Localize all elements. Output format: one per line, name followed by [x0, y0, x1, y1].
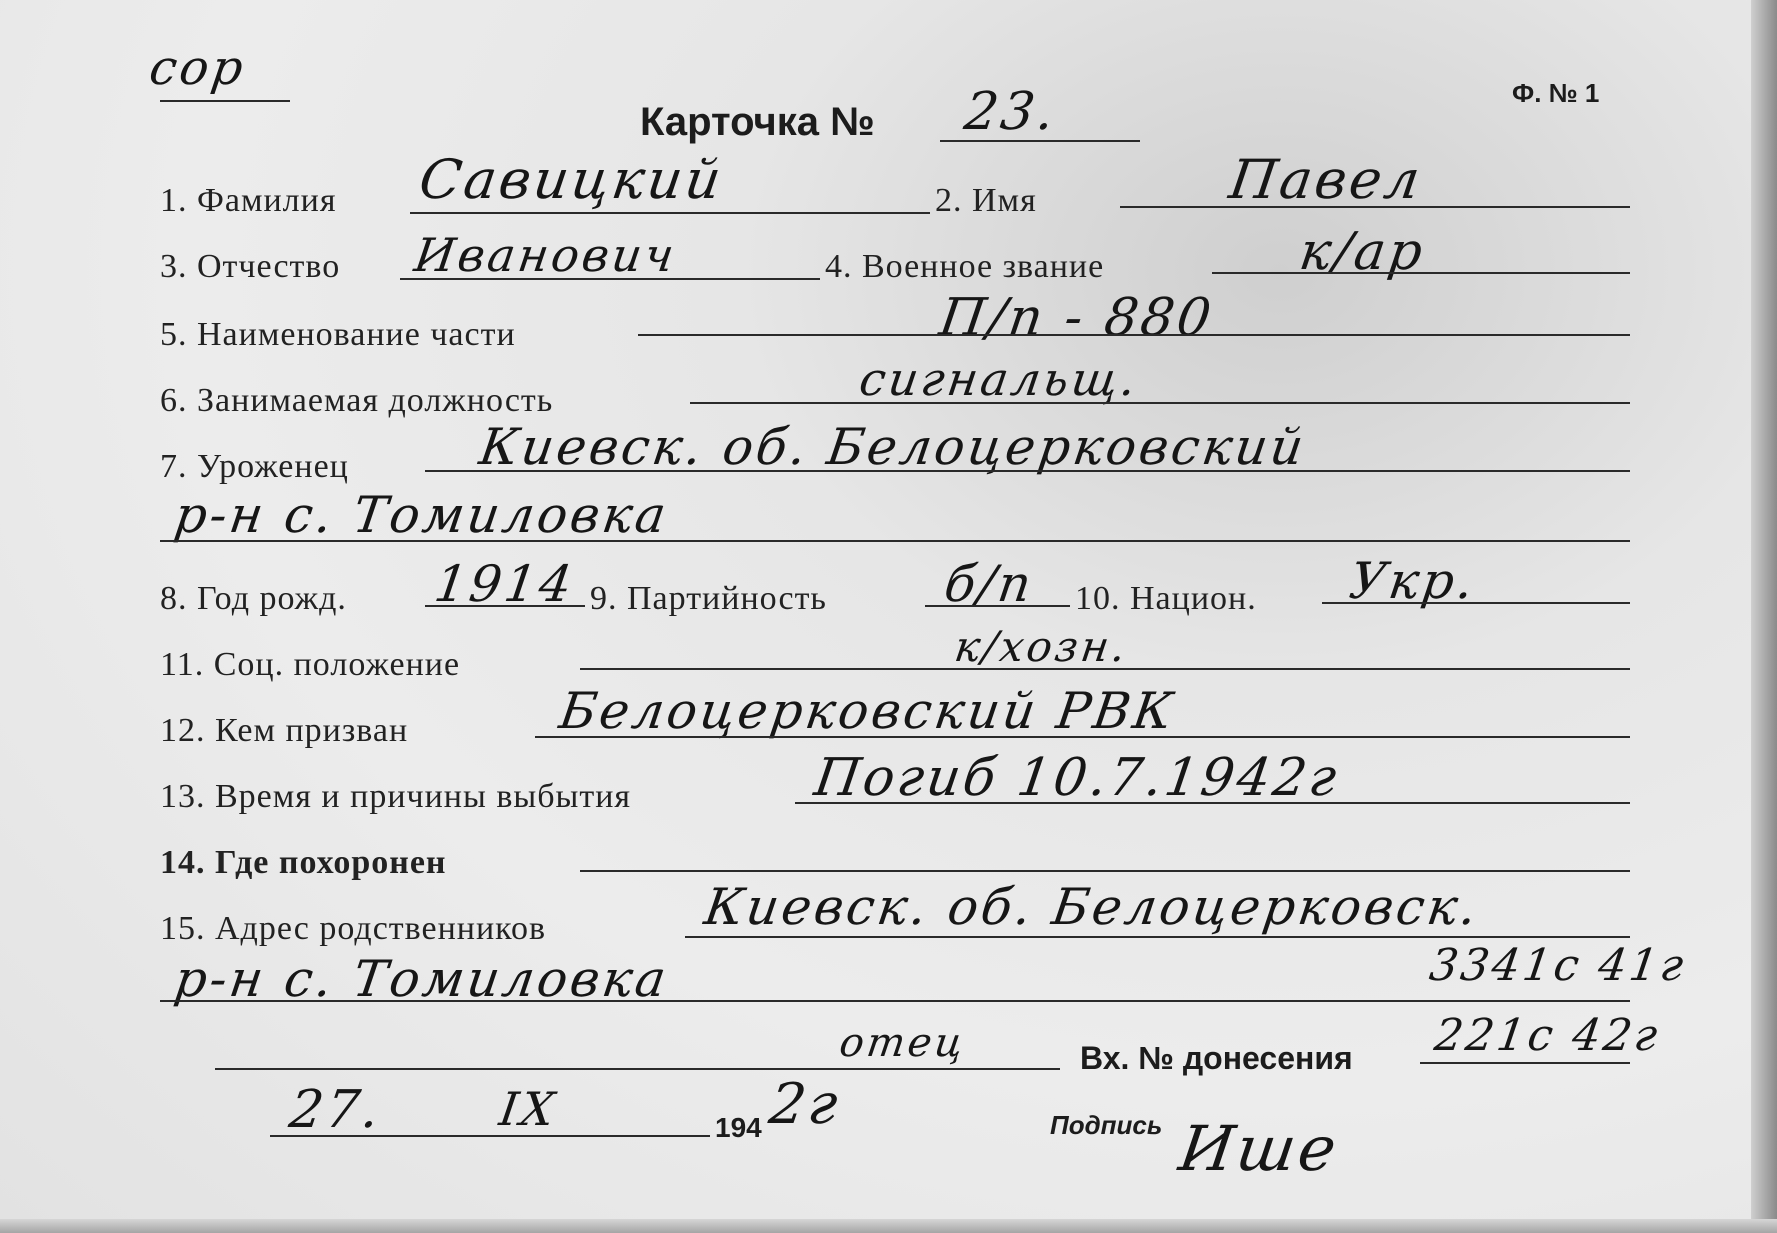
- date-year-suffix: 2г: [765, 1072, 845, 1137]
- field-value-patronymic: Иванович: [411, 228, 681, 282]
- field-line-relatives-2: [160, 1000, 1630, 1002]
- field-value-surname: Савицкий: [415, 148, 728, 211]
- field-line-patronymic: [400, 278, 820, 280]
- field-label-birth-year: 8. Год рожд.: [160, 580, 347, 617]
- field-line-buried: [580, 870, 1630, 872]
- field-value-position: сигнальщ.: [856, 352, 1143, 406]
- field-label-birthplace: 7. Уроженец: [160, 448, 349, 485]
- field-label-surname: 1. Фамилия: [160, 182, 337, 219]
- signer-line: [215, 1068, 1060, 1070]
- corner-mark: сор: [146, 40, 250, 96]
- field-label-nationality: 10. Национ.: [1075, 580, 1257, 617]
- field-value-departure: Погиб 10.7.1942г: [810, 748, 1343, 808]
- field-label-party: 9. Партийность: [590, 580, 827, 617]
- field-value-social: к/хозн.: [951, 622, 1132, 671]
- date-line: [270, 1135, 710, 1137]
- field-label-patronymic: 3. Отчество: [160, 248, 341, 285]
- field-label-unit: 5. Наименование части: [160, 316, 516, 353]
- field-value-unit: П/п - 880: [935, 288, 1218, 348]
- field-line-position: [690, 402, 1630, 404]
- field-line-surname: [410, 212, 930, 214]
- field-value-relatives: Киевск. об. Белоцерковск.: [700, 878, 1484, 936]
- date-month: IX: [496, 1082, 561, 1136]
- field-value-birthplace: Киевск. об. Белоцерковский: [475, 418, 1310, 476]
- field-line-rank: [1212, 272, 1630, 274]
- field-line-birthplace-2: [160, 540, 1630, 542]
- field-value-drafted-by: Белоцерковский РВК: [555, 682, 1180, 740]
- field-label-position: 6. Занимаемая должность: [160, 382, 554, 419]
- date-year-prefix: 194: [715, 1112, 762, 1143]
- field-label-social: 11. Соц. положение: [160, 646, 461, 683]
- field-line-nationality: [1322, 602, 1630, 604]
- incoming-report-value: 221с 42г: [1431, 1010, 1664, 1061]
- date-day: 27.: [285, 1080, 386, 1140]
- field-label-buried: 14. Где похоронен: [160, 844, 447, 881]
- field-label-rank: 4. Военное звание: [825, 248, 1105, 285]
- field-value-rank: к/ар: [1295, 222, 1430, 282]
- field-label-relatives: 15. Адрес родственников: [160, 910, 547, 947]
- incoming-report-line: [1420, 1062, 1630, 1064]
- card-title: Карточка №: [640, 100, 875, 144]
- field-value-birthplace-2: р-н с. Томиловка: [170, 486, 673, 544]
- signature-label: Подпись: [1050, 1110, 1163, 1140]
- form-number: Ф. № 1: [1512, 78, 1600, 108]
- field-line-name: [1120, 206, 1630, 208]
- card-number: 23.: [960, 82, 1061, 142]
- field-value-name: Павел: [1225, 148, 1427, 211]
- corner-mark-underline: [160, 100, 290, 102]
- signature: Ише: [1174, 1112, 1344, 1185]
- field-line-party: [925, 605, 1070, 607]
- field-value-birth-year: 1914: [430, 555, 579, 613]
- signer-note: отец: [836, 1020, 969, 1066]
- field-line-birth-year: [425, 605, 585, 607]
- field-line-drafted-by: [535, 736, 1630, 738]
- field-value-nationality: Укр.: [1345, 552, 1480, 610]
- field-line-unit: [638, 334, 1630, 336]
- field-line-relatives: [685, 936, 1630, 938]
- card-bottom-edge: [0, 1219, 1777, 1233]
- field-line-departure: [795, 802, 1630, 804]
- field-line-birthplace: [425, 470, 1630, 472]
- field-label-drafted-by: 12. Кем призван: [160, 712, 409, 749]
- report-reference: 3341с 41г: [1426, 940, 1690, 991]
- field-value-party: б/п: [940, 555, 1038, 613]
- field-value-relatives-2: р-н с. Томиловка: [170, 950, 673, 1008]
- card-number-line: [940, 140, 1140, 142]
- card-right-edge: [1751, 0, 1777, 1233]
- field-line-social: [580, 668, 1630, 670]
- incoming-report-label: Вх. № донесения: [1080, 1040, 1353, 1076]
- field-label-departure: 13. Время и причины выбытия: [160, 778, 632, 815]
- field-label-name: 2. Имя: [935, 182, 1037, 219]
